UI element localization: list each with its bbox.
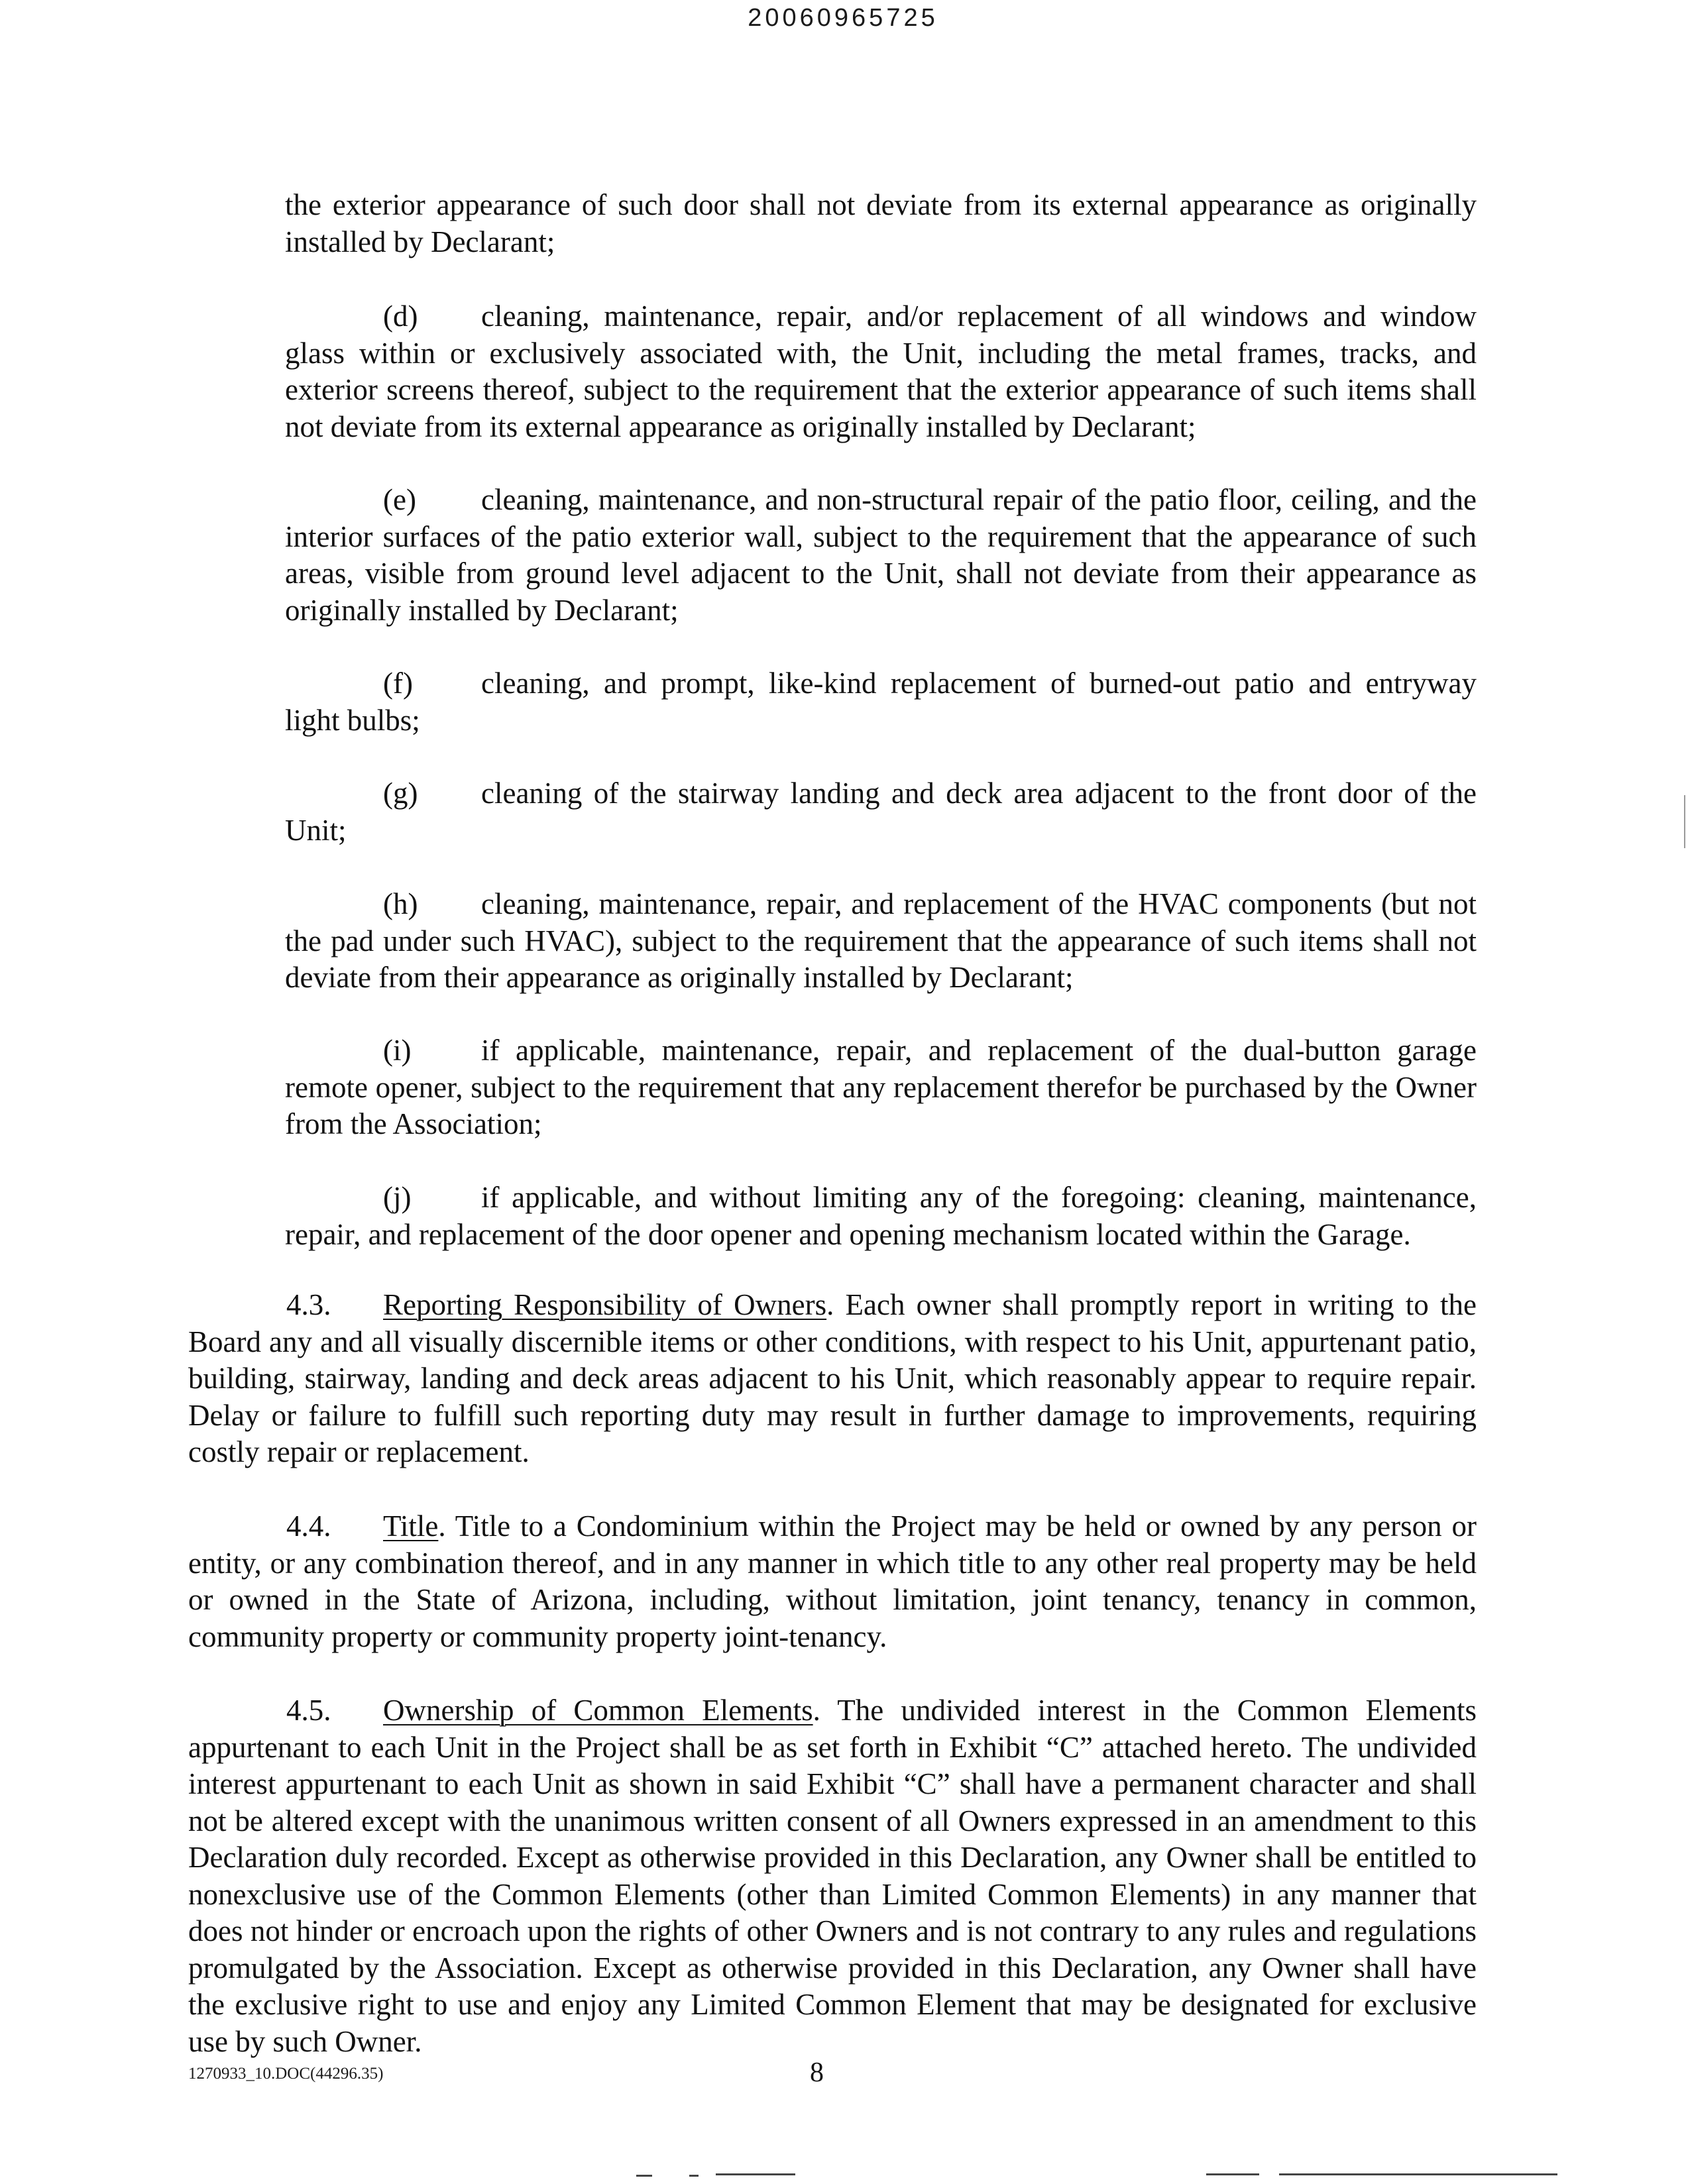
section-text: . The undivided interest in the Common Elements appurtenant to each Unit in the Project shall be as set forth in Exhibit “C” attached hereto. The undivided interest appurtenant to each Unit as shown in said Exhibit “C” shall have a permanent character and shall not be altered except with the unanimous written consent of all Owners expressed in an amendment to this Declaration duly recorded. Except as otherwise provided in this Declaration, any Owner shall be entitled to nonexclusive use of the Common Elements (other than Limited Common Elements) in any manner that does not hinder or encroach upon the rights of other Owners and is not contrary to any rules and regulations promulgated by the Association. Except as otherwise provided in this Declaration, any Owner shall have the exclusive right to use and enjoy any Limited Common Element that may be designated for exclusive use by such Owner. (188, 1694, 1477, 2058)
paragraph-text: cleaning, and prompt, like-kind replacement of burned-out patio and entryway light bulbs; (285, 667, 1477, 737)
section-number: 4.5. (286, 1694, 331, 1727)
paragraph-e (285, 482, 1477, 629)
paragraph-label: (j) (383, 1181, 412, 1214)
document-reference: 1270933_10.DOC(44296.35) (188, 2065, 384, 2083)
paragraph-text: cleaning, maintenance, and non-structural repair of the patio floor, ceiling, and the interior surfaces of the patio exterior wall, subject to the requirement that the appearance of such areas, visible from ground level adjacent to the Unit, shall not deviate from their appearance as originally installed by Declarant; (285, 483, 1477, 627)
paragraph-g (285, 775, 1477, 849)
paragraph-d (285, 298, 1477, 445)
paragraph-label: (f) (383, 667, 413, 700)
paragraph-text: if applicable, and without limiting any of the foregoing: cleaning, maintenance, repair, and replacement of the door opener and opening mechanism located within the Garage. (285, 1181, 1477, 1251)
paragraph-c-continuation (285, 187, 1477, 260)
section-4-4 (188, 1508, 1477, 1655)
scan-artifact (689, 2175, 699, 2177)
section-number: 4.3. (286, 1288, 331, 1321)
section-heading: Title (383, 1509, 439, 1543)
paragraph-label: (d) (383, 300, 418, 333)
paragraph-text: cleaning of the stairway landing and deck area adjacent to the front door of the Unit; (285, 777, 1477, 847)
paragraph-j (285, 1179, 1477, 1253)
section-heading: Reporting Responsibility of Owners (383, 1288, 827, 1321)
section-heading: Ownership of Common Elements (383, 1694, 813, 1727)
paragraph-label: (e) (383, 483, 416, 516)
section-text: . Title to a Condominium within the Project may be held or owned by any person or entity, or any combination thereof, and in any manner in which title to any other real property may be held or owned in the State of Arizona, including, without limitation, joint tenancy, tenancy in common, community property or community property joint-tenancy. (188, 1509, 1477, 1653)
scan-artifact (716, 2173, 795, 2175)
scan-artifact (1279, 2173, 1557, 2175)
scan-artifact (636, 2175, 652, 2177)
paragraph-label: (g) (383, 777, 418, 810)
paragraph-label: (h) (383, 887, 418, 920)
paragraph-text: the exterior appearance of such door shall not deviate from its external appearance as originally installed by Declarant; (285, 188, 1477, 258)
section-4-5 (188, 1692, 1477, 2060)
paragraph-text: if applicable, maintenance, repair, and replacement of the dual-button garage remote opener, subject to the requirement that any replacement therefor be purchased by the Owner from the Association; (285, 1034, 1477, 1140)
paragraph-f (285, 665, 1477, 739)
section-number: 4.4. (286, 1509, 331, 1543)
scan-artifact (1206, 2173, 1259, 2175)
section-4-3 (188, 1287, 1477, 1471)
scan-edge (1684, 795, 1685, 848)
paragraph-text: cleaning, maintenance, repair, and/or replacement of all windows and window glass within or exclusively associated with, the Unit, including the metal frames, tracks, and exterior screens thereof, subject to the requirement that the exterior appearance of such items shall not deviate from its external appearance as originally installed by Declarant; (285, 300, 1477, 443)
recording-number: 20060965725 (748, 4, 938, 32)
page-number: 8 (810, 2057, 824, 2088)
paragraph-label: (i) (383, 1034, 412, 1067)
paragraph-h (285, 886, 1477, 997)
paragraph-i (285, 1032, 1477, 1143)
section-text: . Each owner shall promptly report in writing to the Board any and all visually discernible items or other conditions, with respect to his Unit, appurtenant patio, building, stairway, landing and deck areas adjacent to his Unit, which reasonably appear to require repair. Delay or failure to fulfill such reporting duty may result in further damage to improvements, requiring costly repair or replacement. (188, 1288, 1477, 1468)
paragraph-text: cleaning, maintenance, repair, and replacement of the HVAC components (but not the pad under such HVAC), subject to the requirement that the appearance of such items shall not deviate from their appearance as originally installed by Declarant; (285, 887, 1477, 994)
